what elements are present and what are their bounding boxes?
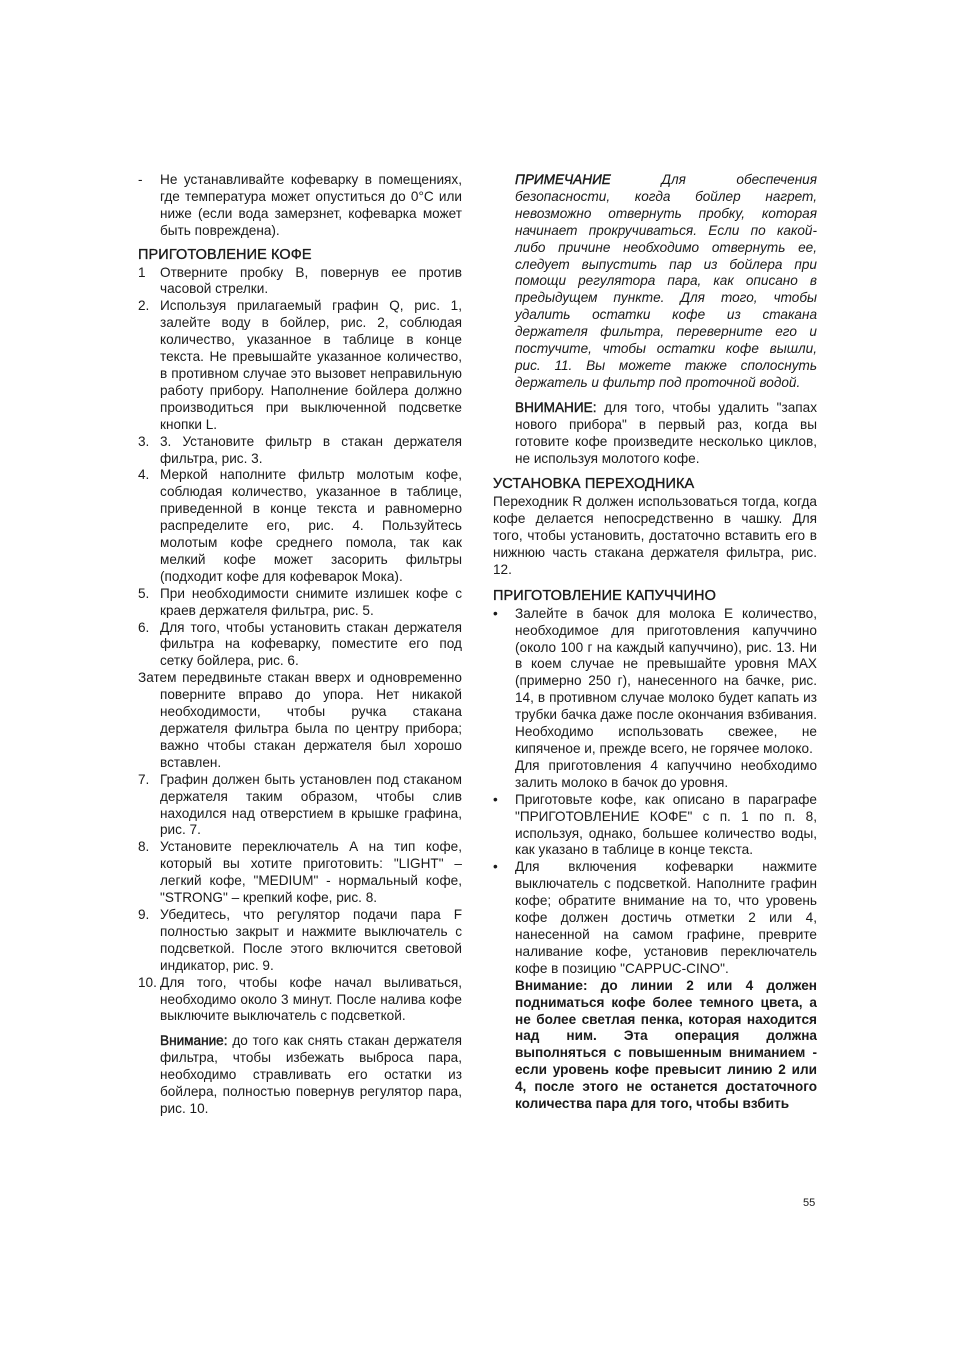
step-item — [138, 772, 462, 840]
bullet-item — [493, 606, 817, 792]
bullet-marker: • — [493, 791, 498, 807]
step-num: 3. — [138, 433, 150, 449]
heading-coffee: ПРИГОТОВЛЕНИЕ КОФЕ — [138, 246, 312, 263]
bullet-item — [493, 859, 817, 1113]
step-num: 1 — [138, 264, 146, 280]
step-item — [138, 434, 462, 468]
step-num: 4. — [138, 467, 150, 483]
note-paragraph — [493, 172, 817, 392]
step-item — [138, 467, 462, 585]
step-num: 5. — [138, 585, 150, 601]
intro-item — [138, 172, 462, 240]
step-text: Для того, чтобы установить стакан держателя фильтра на кофеварку, поместите его под сетку бойлера, рис. 6. — [160, 619, 462, 669]
then-paragraph: Затем передвиньте стакан вверх и одновременно поверните вправо до упора. Нет никакой необходимости, чтобы ручка стакана держателя фильтра была по центру прибора; важно чтобы стакан держателя был хорошо вставлен. — [138, 670, 462, 770]
step-num: 2. — [138, 298, 150, 314]
step-text: При необходимости снимите излишек кофе с краев держателя фильтра, рис. 5. — [160, 585, 462, 618]
step-text: Установите переключатель А на тип кофе, который вы хотите приготовить: "LIGHT" – легкий кофе, "MEDIUM" - нормальный кофе, "STRONG" – крепкий кофе, рис. 8. — [160, 839, 462, 906]
bullet-text: Залейте в бачок для молока Е количество, необходимое для приготовления капуччино (около 100 г на каждый капуччино), рис. 13. Ни в коем случае не превышайте уровня MAX (примерно 250 г), нанесенного на бачке, рис. 14, в противном случае молоко будет капать из трубки бачка даже после окончания взбивания. Необходимо использовать свежее, не кипяченое и, прежде всего, не горячее молоко. — [515, 605, 817, 756]
attention-label: ВНИМАНИЕ: — [515, 399, 597, 415]
heading-cappuccino: ПРИГОТОВЛЕНИЕ КАПУЧЧИНО — [493, 587, 716, 604]
page-number: 55 — [803, 1197, 816, 1209]
note-text: Для обеспечения безопасности, когда бойлер нагрет, невозможно отвернуть пробку, которая начинает прокручиваться. Если по какой-либо причине необходимо отвернуть ее, следует выпустить пар из бойлера при помощи регулятора пара, как описано в предыдущем пункте. Для того, чтобы удалить остатки кофе из стакана держателя фильтра, переверните его и постучите, чтобы остатки кофе вышли, рис. 11. Вы можете также сполоснуть держатель и фильтр под проточной водой. — [515, 172, 817, 390]
step-text: Графин должен быть установлен под стаканом держателя таким образом, чтобы слив находился над отверстием в крышке графина, рис. 7. — [160, 771, 462, 838]
right-column — [493, 172, 817, 1113]
attention-text: для того, чтобы удалить "запах нового прибора" в первый раз, когда вы готовите кофе произведите несколько циклов, не используя молотого кофе. — [515, 399, 817, 466]
step-item — [138, 839, 462, 907]
left-column — [138, 172, 462, 1118]
intro-text: Не устанавливайте кофеварку в помещениях, где температура может опуститься до 0°C или ниже (если вода замерзнет, кофеварка может быть повреждена). — [160, 172, 462, 238]
step-text: Меркой наполните фильтр молотым кофе, соблюдая количество, указанное в таблице, приведенной в конце текста и равномерно распределите его, рис. 4. Пользуйтесь молотым кофе среднего помола, так как мелкий кофе может засорить фильтры (подходит кофе для кофеварок Мока). — [160, 467, 462, 584]
step-item — [138, 298, 462, 433]
step-text: Используя прилагаемый графин Q, рис. 1, залейте воду в бойлер, рис. 2, соблюдая количество, указанное в таблице в конце текста. Не превышайте указанное количество, в противном случае это вызовет неправильную работу прибору. Наполнение бойлера должно производиться при выключенной подсветке кнопки L. — [160, 298, 462, 432]
bullet-marker: • — [493, 859, 498, 875]
step-num: 7. — [138, 771, 150, 787]
step-item — [138, 907, 462, 975]
step-num: 10. — [138, 974, 157, 990]
warning-text: до того как снять стакан держателя фильтра, чтобы избежать выброса пара, необходимо стравливать его остатки из бойлера, полностью повернув регулятор пара, рис. 10. — [160, 1033, 462, 1116]
bullet-marker: • — [493, 605, 498, 621]
bold-warning: Внимание: до линии 2 или 4 должен подниматься кофе более темного цвета, а не более светлая пенка, которая находится над ним. Эта операция должна выполняться с повышенным вниманием - если уровень кофе превысит линию 2 или 4, после этого не останется достаточного количества пара для того, чтобы взбить — [515, 977, 817, 1112]
step-num: 9. — [138, 906, 150, 922]
step-item — [138, 620, 462, 671]
step-num: 6. — [138, 619, 150, 635]
note-label: ПРИМЕЧАНИЕ — [515, 172, 611, 187]
step-text: 3. Установите фильтр в стакан держателя фильтра, рис. 3. — [160, 433, 462, 466]
bullet-text: Приготовьте кофе, как описано в параграфе "ПРИГОТОВЛЕНИЕ КОФЕ" с п. 1 по п. 8, используя, однако, большее количество воды, как указано в таблице в конце текста. — [515, 791, 817, 858]
bullet-extra: Для приготовления 4 капуччино необходимо залить молоко в бачок до уровня. — [515, 757, 817, 790]
step-item — [138, 586, 462, 620]
step-text: Убедитесь, что регулятор подачи пара F полностью закрыт и нажмите выключатель с подсветкой. После этого включится световой индикатор, рис. 9. — [160, 906, 462, 973]
warning-label: Внимание: — [160, 1033, 228, 1049]
intro-marker: - — [138, 172, 143, 187]
bullet-item — [493, 792, 817, 860]
step-num: 8. — [138, 839, 150, 855]
step-item — [138, 265, 462, 299]
step-text: Отверните пробку В, повернув ее против часовой стрелки. — [160, 264, 462, 297]
step-text: Для того, чтобы кофе начал выливаться, необходимо около 3 минут. После налива кофе выключите выключатель с подсветкой. — [160, 974, 462, 1024]
bullet-text: Для включения кофеварки нажмите выключатель с подсветкой. Наполните графин кофе; обратите внимание на то, что уровень кофе должен достичь отметки 2 или 4, нанесенной на самом графине, преврите наливание кофе, установив переключатель кофе в позицию "CAPPUC-CINO". — [515, 859, 817, 976]
step-item — [138, 975, 462, 1026]
adapter-paragraph: Переходник R должен использоваться тогда, когда кофе делается непосредственно в чашку. Для того, чтобы установить, достаточно вставить его в нижнюю часть стакана держателя фильтра, рис. 12. — [493, 494, 817, 577]
heading-adapter: УСТАНОВКА ПЕРЕХОДНИКА — [493, 476, 695, 493]
warning-paragraph — [138, 1033, 462, 1118]
attention-paragraph — [493, 400, 817, 468]
